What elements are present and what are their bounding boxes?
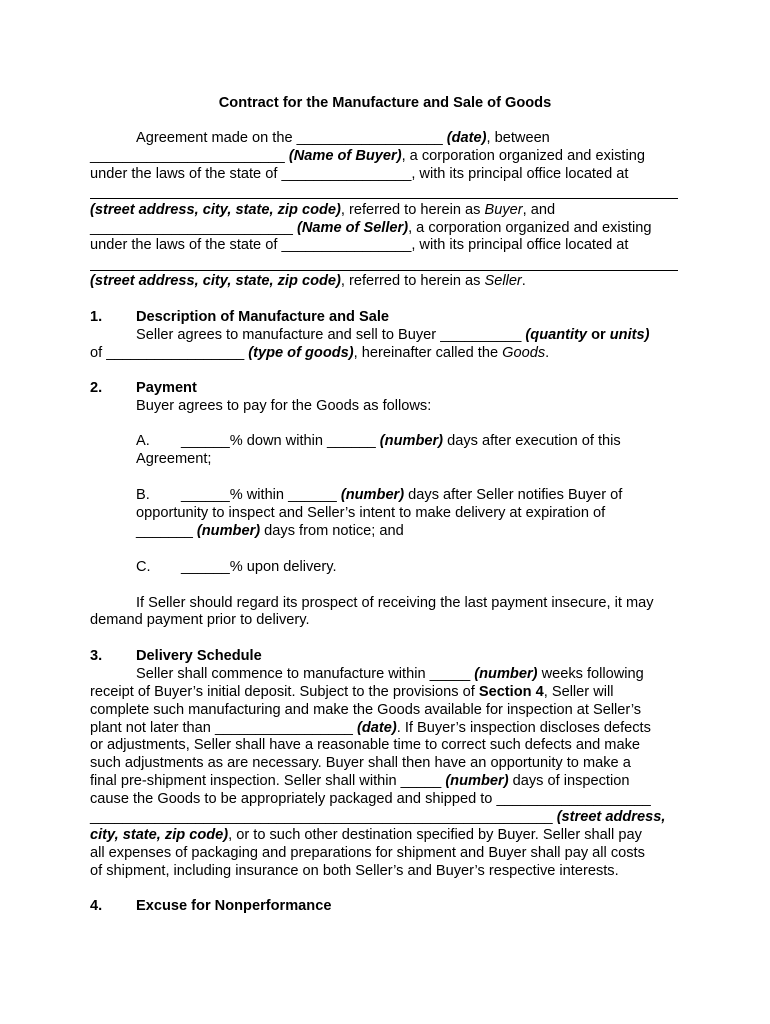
document-title: Contract for the Manufacture and Sale of Goods	[218, 95, 552, 111]
goods-term: Goods	[502, 345, 546, 361]
text: Seller agrees to manufacture and sell to Buyer __________	[136, 327, 526, 343]
section-3-line-4	[90, 719, 651, 737]
text: days of inspection	[508, 773, 630, 789]
address-placeholder: city, state, zip code)	[90, 827, 229, 843]
number-placeholder: (number)	[196, 523, 261, 539]
section-2-paragraph-line-1: If Seller should regard its prospect of receiving the last payment insecure, it may	[136, 595, 654, 611]
preamble-line-1	[136, 129, 550, 147]
seller-name-placeholder: (Name of Seller)	[296, 220, 409, 236]
text: , referred to herein as	[340, 273, 485, 289]
preamble-line-2	[90, 147, 645, 165]
section-reference: Section 4	[478, 684, 544, 700]
text: , between	[486, 130, 550, 146]
text: days from notice; and	[260, 523, 404, 539]
item-b-line-2: opportunity to inspect and Seller’s intent to make delivery at expiration of	[136, 505, 606, 521]
section-3-line-12: of shipment, including insurance on both Seller’s and Buyer’s respective interests.	[90, 863, 619, 879]
text: days after Seller notifies Buyer of	[404, 487, 623, 503]
units-placeholder: units)	[609, 327, 650, 343]
text: _______	[136, 523, 197, 539]
address-placeholder: (street address, city, state, zip code)	[90, 202, 341, 218]
text: or	[587, 327, 610, 343]
section-3-line-1	[136, 665, 644, 683]
text: _________________________________________________________	[90, 809, 557, 825]
date-placeholder: (date)	[446, 130, 487, 146]
text: Seller shall commence to manufacture within _____	[136, 666, 475, 682]
section-3-line-7	[90, 772, 629, 790]
text: , a corporation organized and existing	[401, 148, 645, 164]
section-1-heading: Description of Manufacture and Sale	[136, 309, 390, 325]
preamble-line-7	[90, 272, 526, 290]
item-a-letter: A.	[136, 433, 150, 449]
section-2-heading: Payment	[136, 380, 197, 396]
section-3-line-6: such adjustments as are necessary. Buyer shall then have an opportunity to make a	[90, 755, 631, 771]
preamble-line-4	[90, 201, 555, 219]
item-b-letter: B.	[136, 487, 150, 503]
text: , a corporation organized and existing	[408, 220, 652, 236]
text: plant not later than _________________	[90, 720, 357, 736]
text: days after execution of this	[443, 433, 621, 449]
section-2-paragraph-line-2: demand payment prior to delivery.	[90, 612, 310, 628]
section-1-line-2	[90, 344, 549, 362]
number-placeholder: (number)	[340, 487, 405, 503]
section-3-heading: Delivery Schedule	[136, 648, 262, 664]
text: ______% down within ______	[181, 433, 380, 449]
text: of _________________	[90, 345, 249, 361]
section-3-line-11: all expenses of packaging and preparations for shipment and Buyer shall pay all costs	[90, 845, 645, 861]
section-4-heading: Excuse for Nonperformance	[136, 898, 332, 914]
buyer-term: Buyer	[484, 202, 523, 218]
section-1-line-1	[136, 326, 649, 344]
preamble-line-6: under the laws of the state of ________________, with its principal office located at	[90, 237, 629, 253]
text: ______% within ______	[181, 487, 341, 503]
section-1-number: 1.	[90, 309, 103, 325]
text: ________________________	[90, 148, 289, 164]
item-a-line-2: Agreement;	[136, 451, 212, 467]
blank-line-rule	[90, 198, 678, 199]
text: , or to such other destination specified by Buyer. Seller shall pay	[228, 827, 642, 843]
number-placeholder: (number)	[474, 666, 538, 682]
buyer-name-placeholder: (Name of Buyer)	[288, 148, 402, 164]
section-3-line-10	[90, 826, 642, 844]
preamble-line-3: under the laws of the state of ________________, with its principal office located at	[90, 166, 629, 182]
item-b-line-3	[136, 522, 404, 540]
section-3-line-9	[90, 808, 665, 826]
blank-line-rule	[90, 270, 678, 271]
text: final pre-shipment inspection. Seller shall within _____	[90, 773, 446, 789]
preamble-line-5	[90, 219, 651, 237]
text: , hereinafter called the	[353, 345, 503, 361]
section-3-line-2	[90, 683, 613, 701]
section-2-intro: Buyer agrees to pay for the Goods as follows:	[136, 398, 432, 414]
quantity-placeholder: (quantity	[525, 327, 588, 343]
text: _________________________	[90, 220, 297, 236]
text: , Seller will	[543, 684, 614, 700]
text: . If Buyer’s inspection discloses defects	[396, 720, 651, 736]
number-placeholder: (number)	[445, 773, 509, 789]
text: , referred to herein as	[340, 202, 485, 218]
text: weeks following	[537, 666, 644, 682]
goods-type-placeholder: (type of goods)	[248, 345, 354, 361]
section-3-line-8: cause the Goods to be appropriately packaged and shipped to ___________________	[90, 791, 651, 807]
section-3-line-3: complete such manufacturing and make the Goods available for inspection at Seller’s	[90, 702, 642, 718]
text: receipt of Buyer’s initial deposit. Subject to the provisions of	[90, 684, 479, 700]
date-placeholder: (date)	[356, 720, 397, 736]
item-c-letter: C.	[136, 559, 151, 575]
text: Agreement made on the __________________	[136, 130, 447, 146]
text: .	[545, 345, 550, 361]
section-4-number: 4.	[90, 898, 103, 914]
section-2-number: 2.	[90, 380, 103, 396]
item-a-line-1	[181, 432, 621, 450]
text: .	[521, 273, 526, 289]
text: , and	[522, 202, 556, 218]
item-b-line-1	[181, 486, 622, 504]
item-c-line-1: ______% upon delivery.	[181, 559, 337, 575]
section-3-line-5: or adjustments, Seller shall have a reasonable time to correct such defects and make	[90, 737, 640, 753]
seller-term: Seller	[484, 273, 522, 289]
section-3-number: 3.	[90, 648, 103, 664]
address-placeholder: (street address, city, state, zip code)	[90, 273, 341, 289]
address-placeholder: (street address,	[556, 809, 666, 825]
number-placeholder: (number)	[379, 433, 444, 449]
